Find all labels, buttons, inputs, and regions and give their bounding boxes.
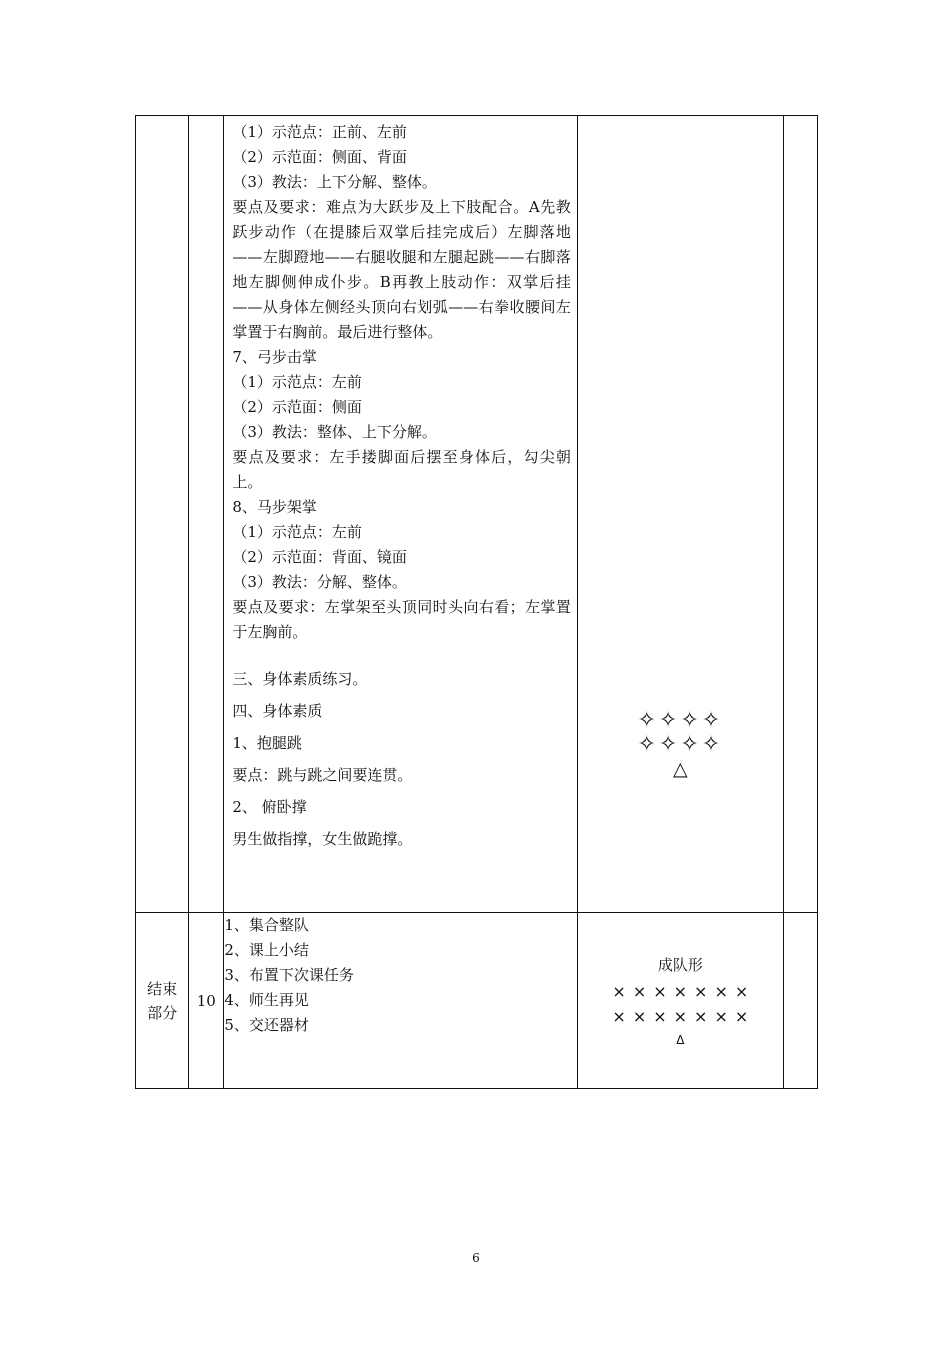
note-cell xyxy=(783,116,817,913)
content-line: 男生做指撑，女生做跪撑。 xyxy=(232,830,413,848)
section-label-line: 部分 xyxy=(147,1003,178,1022)
formation-cell xyxy=(577,116,783,913)
content-line: 三、身体素质练习。 xyxy=(232,670,368,688)
teacher-triangle-icon: Δ xyxy=(676,1033,685,1047)
time-cell: 10 xyxy=(189,913,224,1089)
section-label-line: 结束 xyxy=(147,979,178,998)
formation-row: ××××××× xyxy=(612,982,756,1001)
table-row-ending-part xyxy=(136,913,818,1089)
content-text-block xyxy=(224,116,577,852)
formation-cell xyxy=(577,913,783,1089)
lesson-plan-table xyxy=(135,115,818,1089)
blank-line xyxy=(232,645,571,667)
section-cell xyxy=(136,913,189,1089)
content-line: 3、布置下次课任务 xyxy=(224,966,354,984)
content-line: （2）示范面：侧面、背面 xyxy=(232,148,407,166)
content-text-block xyxy=(224,913,577,1038)
content-cell xyxy=(224,913,578,1089)
page-number: 6 xyxy=(472,1251,480,1265)
content-line: （2）示范面：背面、镜面 xyxy=(232,548,407,566)
content-line: 1、抱腿跳 xyxy=(232,734,302,752)
content-line: 2、课上小结 xyxy=(224,941,309,959)
formation-title: 成队形 xyxy=(657,956,703,974)
content-line: （3）教法：上下分解、整体。 xyxy=(232,173,437,191)
content-line: （2）示范面：侧面 xyxy=(232,398,362,416)
content-line: （1）示范点：左前 xyxy=(232,523,362,541)
time-cell xyxy=(189,116,224,913)
content-line: （3）教法：整体、上下分解。 xyxy=(232,423,437,441)
content-line: （1）示范点：正前、左前 xyxy=(232,123,407,141)
content-line: 要点及要求：难点为大跃步及上下肢配合。A先教跃步动作（在提膝后双掌后挂完成后）左脚落地——左脚蹬地——右腿收腿和左腿起跳——右脚落地左脚侧伸成仆步。B再教上肢动作：双掌后挂——从身体左侧经头顶向右划弧——右拳收腰间左掌置于右胸前。最后进行整体。 xyxy=(232,198,571,341)
content-line: （1）示范点：左前 xyxy=(232,373,362,391)
teacher-triangle-icon: △ xyxy=(673,758,688,780)
formation-students xyxy=(578,709,783,757)
formation-row: ××××××× xyxy=(612,1007,756,1026)
content-line: （3）教法：分解、整体。 xyxy=(232,573,407,591)
table-row-main-part xyxy=(136,116,818,913)
content-line: 要点及要求：左掌架至头顶同时头向右看；左掌置于左胸前。 xyxy=(232,598,571,641)
formation-row: ✧✧✧✧ xyxy=(637,732,724,757)
section-label xyxy=(136,977,188,1025)
content-line: 1、集合整队 xyxy=(224,916,309,934)
content-line: 4、师生再见 xyxy=(224,991,309,1009)
content-line: 要点及要求：左手搂脚面后摆至身体后，勾尖朝上。 xyxy=(232,448,571,491)
content-line: 四、身体素质 xyxy=(232,702,323,720)
content-line: 2、 俯卧撑 xyxy=(232,798,307,816)
content-line: 要点：跳与跳之间要连贯。 xyxy=(232,766,413,784)
content-line: 8、马步架掌 xyxy=(232,498,317,516)
note-cell xyxy=(783,913,817,1089)
content-line: 5、交还器材 xyxy=(224,1016,309,1034)
content-line: 7、弓步击掌 xyxy=(232,348,317,366)
section-cell xyxy=(136,116,189,913)
formation-row: ✧✧✧✧ xyxy=(637,708,724,733)
content-cell xyxy=(224,116,578,913)
